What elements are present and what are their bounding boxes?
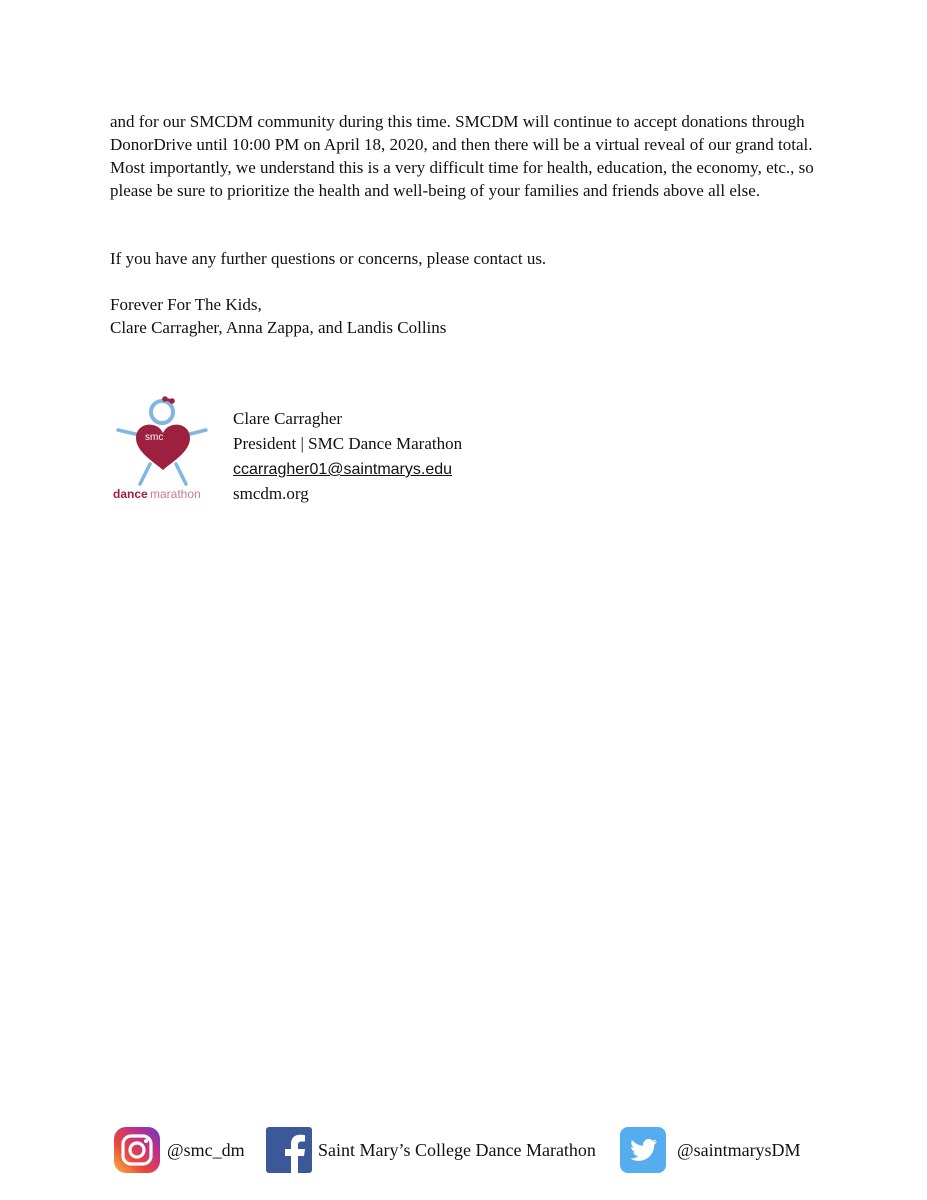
closing-salutation: Forever For The Kids, xyxy=(110,295,262,314)
signature-email-link[interactable]: ccarragher01@saintmarys.edu xyxy=(233,461,453,478)
instagram-icon xyxy=(113,1126,161,1174)
signature-block xyxy=(233,406,462,506)
logo-word-marathon: marathon xyxy=(150,487,201,501)
facebook-icon xyxy=(265,1126,313,1174)
social-footer xyxy=(0,1126,927,1176)
logo-badge-text: smc xyxy=(145,432,164,443)
twitter-icon xyxy=(619,1126,667,1174)
contact-paragraph: If you have any further questions or concerns, please contact us. xyxy=(110,249,547,268)
facebook-page-name: Saint Mary’s College Dance Marathon xyxy=(318,1140,596,1160)
instagram-handle: @smc_dm xyxy=(167,1140,245,1160)
twitter-handle: @saintmarysDM xyxy=(677,1140,801,1160)
smc-dance-marathon-logo xyxy=(110,392,216,504)
signature-name: Clare Carragher xyxy=(233,409,343,428)
closing-signers: Clare Carragher, Anna Zappa, and Landis Collins xyxy=(110,318,447,337)
logo-word-dance: dance xyxy=(113,487,148,501)
signature-website: smcdm.org xyxy=(233,484,309,503)
body-paragraph: and for our SMCDM community during this time. SMCDM will continue to accept donations through DonorDrive until 10:00 PM on April 18, 2020, and then there will be a virtual reveal of our grand total. Most importantly, we understand this is a very difficult time for health, education, the economy, etc., so please be sure to prioritize the health and well-being of your families and friends above all else. xyxy=(110,112,814,200)
closing xyxy=(110,293,446,339)
signature-title: President | SMC Dance Marathon xyxy=(233,434,463,453)
